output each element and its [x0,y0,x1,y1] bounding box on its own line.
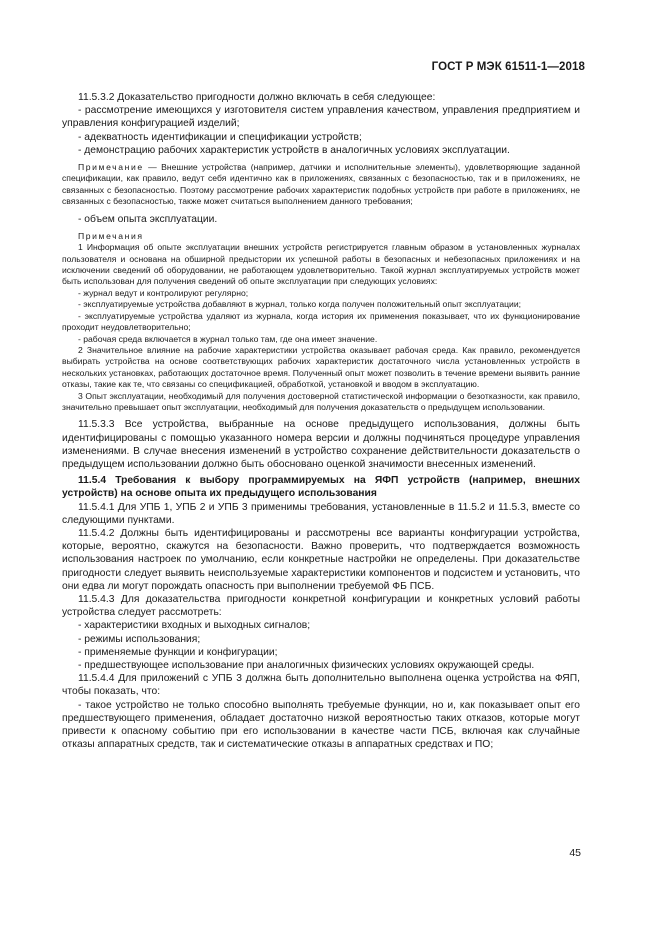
note-1-item-3: - эксплуатируемые устройства удаляют из журнала, когда история их применения показывает, что их функционирование проходит неудовлетворительно; [62,310,580,333]
note-1-item-1: - журнал ведут и контролируют регулярно; [78,287,249,298]
clause-11-5-4-4-item-1: - такое устройство не только способно выполнять требуемые функции, но и, как показывает опыт его предшествующего применения, обладает достаточно низкой вероятностью таких отказов, которые могут привести к опасному событию при его использовании в качестве части ПСБ, включая как случайные отказы аппаратных средств, так и систематические отказы в аппаратных средствах и ПО; [62,699,580,751]
clause-11-5-3-2-note [62,162,580,208]
standard-header: ГОСТ Р МЭК 61511-1—2018 [431,61,585,73]
clause-11-5-4-3-item-4: - предшествующее использование при аналогичных физических условиях окружающей среды. [78,660,535,671]
note-2: 2 Значительное влияние на рабочие характеристики устройства оказывает рабочая среда. Как правило, рекомендуется выбирать устройства на основе соответствующих рабочих характеристик достаточного числа установленных устройств в нескольких установках, работающих достаточное время. Полученный опыт может позволить в течение времени выявить ранние отказы, такие как те, что связаны со спецификацией, обработкой, установкой и вводом в эксплуатацию. [62,344,580,390]
note-1: 1 Информация об опыте эксплуатации внешних устройств регистрируется главным образом в установленных журналах пользователя и основана на обширной предыстории их успешной работы в безопасных и небезопасных приложениях и на исключении сведений об оборудовании, не работающем удовлетворительно. Такой журнал эксплуатируемых устройств может быть использован для получения сведений об опыте эксплуатации при следующих условиях: [62,242,580,287]
clause-11-5-3-3: 11.5.3.3 Все устройства, выбранные на основе предыдущего использования, должны быть идентифицированы с помощью указанного номера версии и должны подчиняться процедуре управления изменениями. В случае внесения изменений в устройство сохранение действительности доказательств о предыдущем использовании должно быть обосновано оценкой значимости внесенных изменений. [62,419,580,470]
clause-11-5-3-2-item-3: - демонстрацию рабочих характеристик устройств в аналогичных условиях эксплуатации. [78,144,510,156]
clause-11-5-3-2-item-2: - адекватность идентификации и спецификации устройств; [78,131,362,143]
notes-label: Примечания [78,230,144,241]
clause-11-5-4-3-item-2: - режимы использования; [78,633,201,645]
note-text: — Внешние устройства (например, датчики и исполнительные элементы), удовлетворяющие заданной спецификации, как правило, ведут себя идентично как в приложениях, связанных с безопасностью, так и в приложениях, не связанных с безопасностью. Поэтому рассмотрение рабочих характеристик подобных устройств при работе в приложениях, не связанных с безопасностью, также может считаться выполнением данного требования; [62,162,580,207]
clause-11-5-4-heading: 11.5.4 Требования к выбору программируемых на ЯФП устройств (например, внешних устройств) на основе опыта их предыдущего использования [62,475,580,500]
clause-11-5-4-4: 11.5.4.4 Для приложений с УПБ 3 должна быть дополнительно выполнена оценка устройства на ФЯП, чтобы показать, что: [62,673,580,698]
note-1-item-4: - рабочая среда включается в журнал только там, где она имеет значение. [78,333,378,344]
note-3: 3 Опыт эксплуатации, необходимый для получения достоверной статистической информации о безотказности, как правило, значительно превышает опыт эксплуатации, необходимый для получения доказательств о предыдущем использовании. [62,390,580,412]
clause-11-5-4-3-item-1: - характеристики входных и выходных сигналов; [78,620,311,632]
clause-11-5-4-3-item-3: - применяемые функции и конфигурации; [78,646,278,658]
note-1-item-2: - эксплуатируемые устройства добавляют в журнал, только когда получен положительный опыт эксплуатации; [78,299,522,310]
page-content [62,91,580,751]
clause-11-5-3-2-intro: 11.5.3.2 Доказательство пригодности должно включать в себя следующее: [78,92,436,103]
clause-11-5-4-2: 11.5.4.2 Должны быть идентифицированы и рассмотрены все варианты конфигурации устройства, которые, вероятно, скажутся на безопасности. Важно проверить, что подтверждается возможность использования настроек по умолчанию, если конкретные настройки не определены. При доказательстве пригодности следует выявить неиспользуемые характеристики компонентов и подсистем и установить, что они едва ли могут порождать опасность при выполнении требуемой ФБ ПСБ. [62,527,580,592]
clause-11-5-4-1: 11.5.4.1 Для УПБ 1, УПБ 2 и УПБ 3 применимы требования, установленные в 11.5.2 и 11.5.3, вместе со следующими пунктами. [62,501,580,526]
clause-11-5-4-3: 11.5.4.3 Для доказательства пригодности конкретной конфигурации и конкретных условий работы устройства следует рассмотреть: [62,593,580,619]
clause-11-5-3-2-item-1: - рассмотрение имеющихся у изготовителя систем управления качеством, управления предприятием и управления конфигурацией изделий; [62,105,580,130]
page-number: 45 [569,847,581,859]
note-label: Примечание [78,162,144,173]
clause-11-5-3-2-item-4: - объем опыта эксплуатации. [78,213,218,225]
